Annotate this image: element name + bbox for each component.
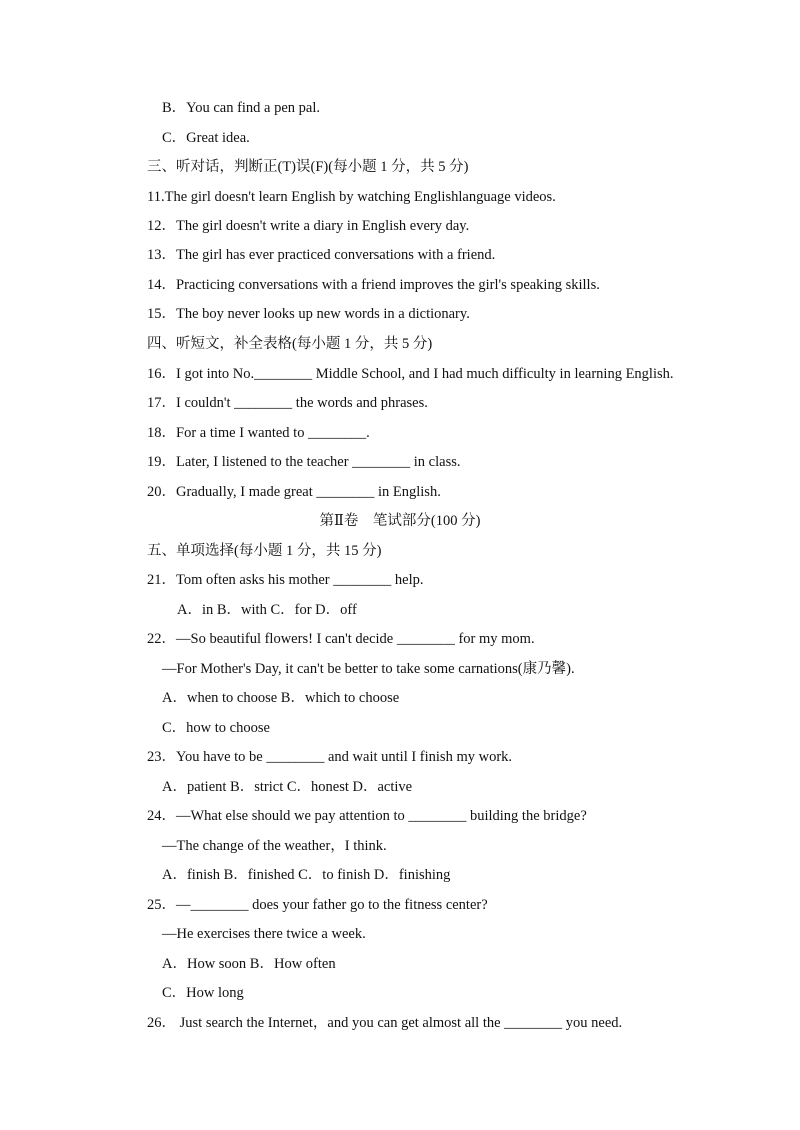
part-title: 第Ⅱ卷 笔试部分(100 分)	[319, 513, 481, 529]
question-line: 12．The girl doesn't write a diary in English every day.	[147, 218, 470, 234]
question-line: 26． Just search the Internet，and you can get almost all the ________ you need.	[147, 1015, 623, 1031]
dialogue-line: —The change of the weather，I think.	[162, 838, 387, 854]
option-line: A．How soon B．How often	[162, 956, 336, 972]
option-line: A．when to choose B．which to choose	[162, 690, 400, 706]
question-line: 19．Later, I listened to the teacher ________ in class.	[147, 454, 461, 470]
question-line: 20．Gradually, I made great ________ in English.	[147, 484, 441, 500]
option-line: A．finish B．finished C．to finish D．finishing	[162, 867, 451, 883]
question-line: 21．Tom often asks his mother ________ help.	[147, 572, 424, 588]
option-line: A．patient B．strict C．honest D．active	[162, 779, 413, 795]
section-heading: 四、听短文，补全表格(每小题 1 分，共 5 分)	[147, 336, 433, 352]
option-line: C．how to choose	[162, 720, 270, 736]
question-line: 23．You have to be ________ and wait until I finish my work.	[147, 749, 513, 765]
option-line: C．Great idea.	[162, 130, 250, 146]
question-line: 18．For a time I wanted to ________.	[147, 425, 370, 441]
question-line: 24．—What else should we pay attention to ________ building the bridge?	[147, 808, 587, 824]
question-line: 14．Practicing conversations with a friend improves the girl's speaking skills.	[147, 277, 600, 293]
option-line: C．How long	[162, 985, 244, 1001]
dialogue-line: —He exercises there twice a week.	[162, 926, 366, 942]
question-line: 17．I couldn't ________ the words and phrases.	[147, 395, 428, 411]
question-line: 16．I got into No.________ Middle School, and I had much difficulty in learning English.	[147, 366, 674, 382]
section-heading: 三、听对话，判断正(T)误(F)(每小题 1 分，共 5 分)	[147, 159, 469, 175]
question-line: 22．—So beautiful flowers! I can't decide ________ for my mom.	[147, 631, 535, 647]
question-line: 25．—________ does your father go to the fitness center?	[147, 897, 488, 913]
option-line: B．You can find a pen pal.	[162, 100, 321, 116]
option-line: A．in B．with C．for D．off	[177, 602, 357, 618]
question-line: 11.The girl doesn't learn English by watching Englishlanguage videos.	[147, 189, 556, 205]
section-heading: 五、单项选择(每小题 1 分，共 15 分)	[147, 543, 382, 559]
dialogue-line: —For Mother's Day, it can't be better to take some carnations(康乃馨).	[162, 661, 575, 677]
question-line: 15．The boy never looks up new words in a dictionary.	[147, 306, 470, 322]
question-line: 13．The girl has ever practiced conversations with a friend.	[147, 247, 496, 263]
